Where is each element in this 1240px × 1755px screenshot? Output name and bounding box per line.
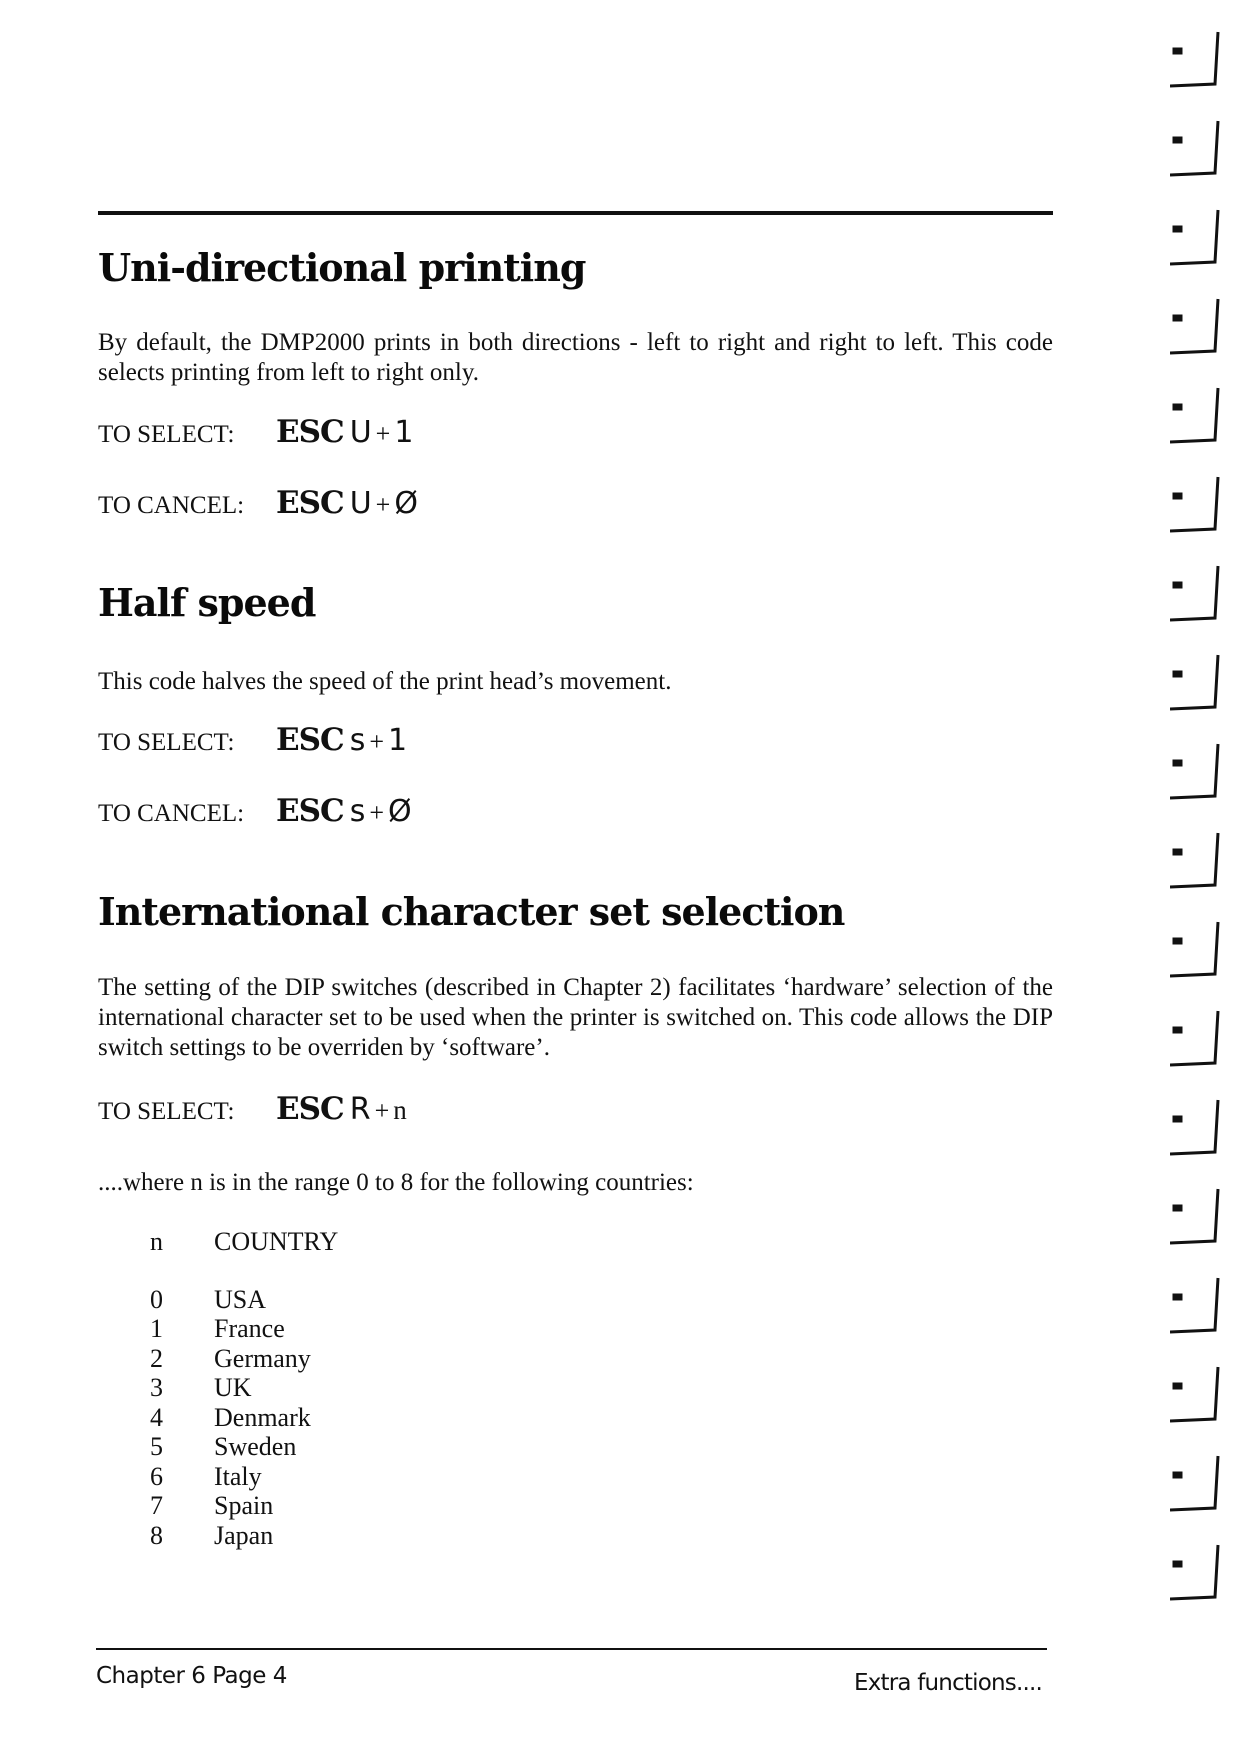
heading-international-charset: International character set selection: [98, 889, 845, 934]
binding-notch: [1173, 1027, 1182, 1033]
country-code: 8: [150, 1520, 163, 1550]
esc-code: ESC: [276, 414, 344, 450]
country-name: Japan: [214, 1520, 274, 1550]
binding-ring: [1170, 32, 1218, 86]
binding-notch: [1173, 493, 1182, 499]
binding-notch: [1173, 1472, 1182, 1478]
header-n: n: [150, 1227, 163, 1256]
table-row: [150, 1285, 338, 1315]
binding-ring: [1170, 1545, 1218, 1599]
plus-sign: +: [375, 490, 391, 519]
binding-ring: [1170, 1278, 1218, 1332]
country-code: 6: [150, 1461, 163, 1491]
binding-notch: [1173, 938, 1182, 944]
plus-sign: +: [369, 727, 385, 756]
half-body-text: This code halves the speed of the print head’s movement.: [98, 668, 672, 695]
country-name: Sweden: [214, 1432, 297, 1461]
binding-ring: [1170, 1189, 1218, 1243]
range-note: ....where n is in the range 0 to 8 for the following countries:: [98, 1169, 694, 1196]
top-divider: [98, 211, 1053, 215]
binding-notch: [1173, 1561, 1182, 1567]
binding-ring: [1170, 744, 1218, 798]
footer-page-number: Chapter 6 Page 4: [96, 1663, 287, 1689]
command-value: 1: [388, 723, 408, 758]
esc-code: ESC: [276, 722, 344, 758]
country-name: USA: [214, 1284, 267, 1314]
binding-notch: [1173, 226, 1182, 232]
command-letter: s: [349, 794, 366, 829]
table-row: [150, 1521, 338, 1551]
command-letter: s: [349, 723, 366, 758]
command-letter: R: [349, 1092, 371, 1127]
binding-notch: [1173, 404, 1182, 410]
bottom-divider: [96, 1648, 1047, 1650]
binding-notch: [1173, 671, 1182, 677]
command-value: Ø: [394, 486, 418, 521]
country-name: Italy: [214, 1461, 262, 1491]
uni-cancel-command: [98, 485, 418, 521]
select-label: TO SELECT:: [98, 729, 235, 756]
cancel-label: TO CANCEL:: [98, 492, 245, 519]
country-name: Denmark: [214, 1402, 311, 1432]
esc-code: ESC: [276, 1091, 344, 1127]
table-row: [150, 1491, 338, 1521]
esc-code: ESC: [276, 485, 344, 521]
binding-ring: [1170, 210, 1218, 264]
country-name: France: [214, 1314, 285, 1343]
country-name: Germany: [214, 1343, 311, 1373]
country-code: 4: [150, 1402, 163, 1432]
binding-notch: [1173, 315, 1182, 321]
binding-notch: [1173, 760, 1182, 766]
binding-notch: [1173, 137, 1182, 143]
binding-notch: [1173, 48, 1182, 54]
binding-ring: [1170, 1456, 1218, 1510]
plus-sign: +: [369, 798, 385, 827]
country-code: 7: [150, 1491, 163, 1520]
binding-ring: [1170, 477, 1218, 531]
uni-select-command: [98, 414, 413, 450]
table-row: [150, 1314, 338, 1344]
binding-ring: [1170, 1100, 1218, 1154]
command-value: n: [393, 1095, 407, 1125]
binding-ring: [1170, 388, 1218, 442]
heading-uni-directional: Uni-directional printing: [98, 245, 586, 290]
country-code: 0: [150, 1284, 163, 1314]
binding-notch: [1173, 1294, 1182, 1300]
command-value: Ø: [388, 794, 412, 829]
country-code: 1: [150, 1314, 163, 1343]
country-table: [150, 1227, 338, 1550]
plus-sign: +: [374, 1096, 390, 1125]
country-list: [150, 1285, 338, 1551]
table-row: [150, 1403, 338, 1433]
half-select-command: [98, 722, 407, 758]
binding-ring: [1170, 566, 1218, 620]
intl-body-text: The setting of the DIP switches (described in Chapter 2) facilitates ‘hardware’ selection of the international character set to be used when the printer is switched on. This code allows the DIP switch settings to be overriden by ‘software’.: [98, 974, 1053, 1061]
uni-body-text: By default, the DMP2000 prints in both directions - left to right and right to left. This code selects printing from left to right only.: [98, 329, 1053, 386]
half-cancel-command: [98, 793, 412, 829]
binding-ring: [1170, 121, 1218, 175]
intl-select-command: [98, 1091, 407, 1127]
binding-notch: [1173, 1205, 1182, 1211]
command-letter: U: [349, 415, 372, 450]
binding-notch: [1173, 1383, 1182, 1389]
binding-notch: [1173, 582, 1182, 588]
footer-section-title: Extra functions....: [854, 1670, 1043, 1696]
table-header: [150, 1227, 338, 1257]
binding-notch: [1173, 1116, 1182, 1122]
binding-ring: [1170, 922, 1218, 976]
table-row: [150, 1344, 338, 1374]
country-code: 2: [150, 1343, 163, 1373]
table-row: [150, 1373, 338, 1403]
binding-ring: [1170, 299, 1218, 353]
plus-sign: +: [375, 419, 391, 448]
binding-ring: [1170, 1367, 1218, 1421]
binding-notch: [1173, 849, 1182, 855]
command-letter: U: [349, 486, 372, 521]
spiral-binding-edge: [1170, 0, 1240, 1755]
command-value: 1: [394, 415, 414, 450]
heading-half-speed: Half speed: [98, 580, 316, 625]
binding-ring: [1170, 1011, 1218, 1065]
select-label: TO SELECT:: [98, 1098, 235, 1125]
binding-ring: [1170, 655, 1218, 709]
table-row: [150, 1432, 338, 1462]
country-code: 5: [150, 1432, 163, 1461]
cancel-label: TO CANCEL:: [98, 800, 245, 827]
country-code: 3: [150, 1373, 163, 1402]
table-row: [150, 1462, 338, 1492]
country-name: UK: [214, 1373, 252, 1402]
country-name: Spain: [214, 1491, 274, 1520]
header-country: COUNTRY: [214, 1227, 339, 1256]
esc-code: ESC: [276, 793, 344, 829]
select-label: TO SELECT:: [98, 421, 235, 448]
binding-ring: [1170, 833, 1218, 887]
